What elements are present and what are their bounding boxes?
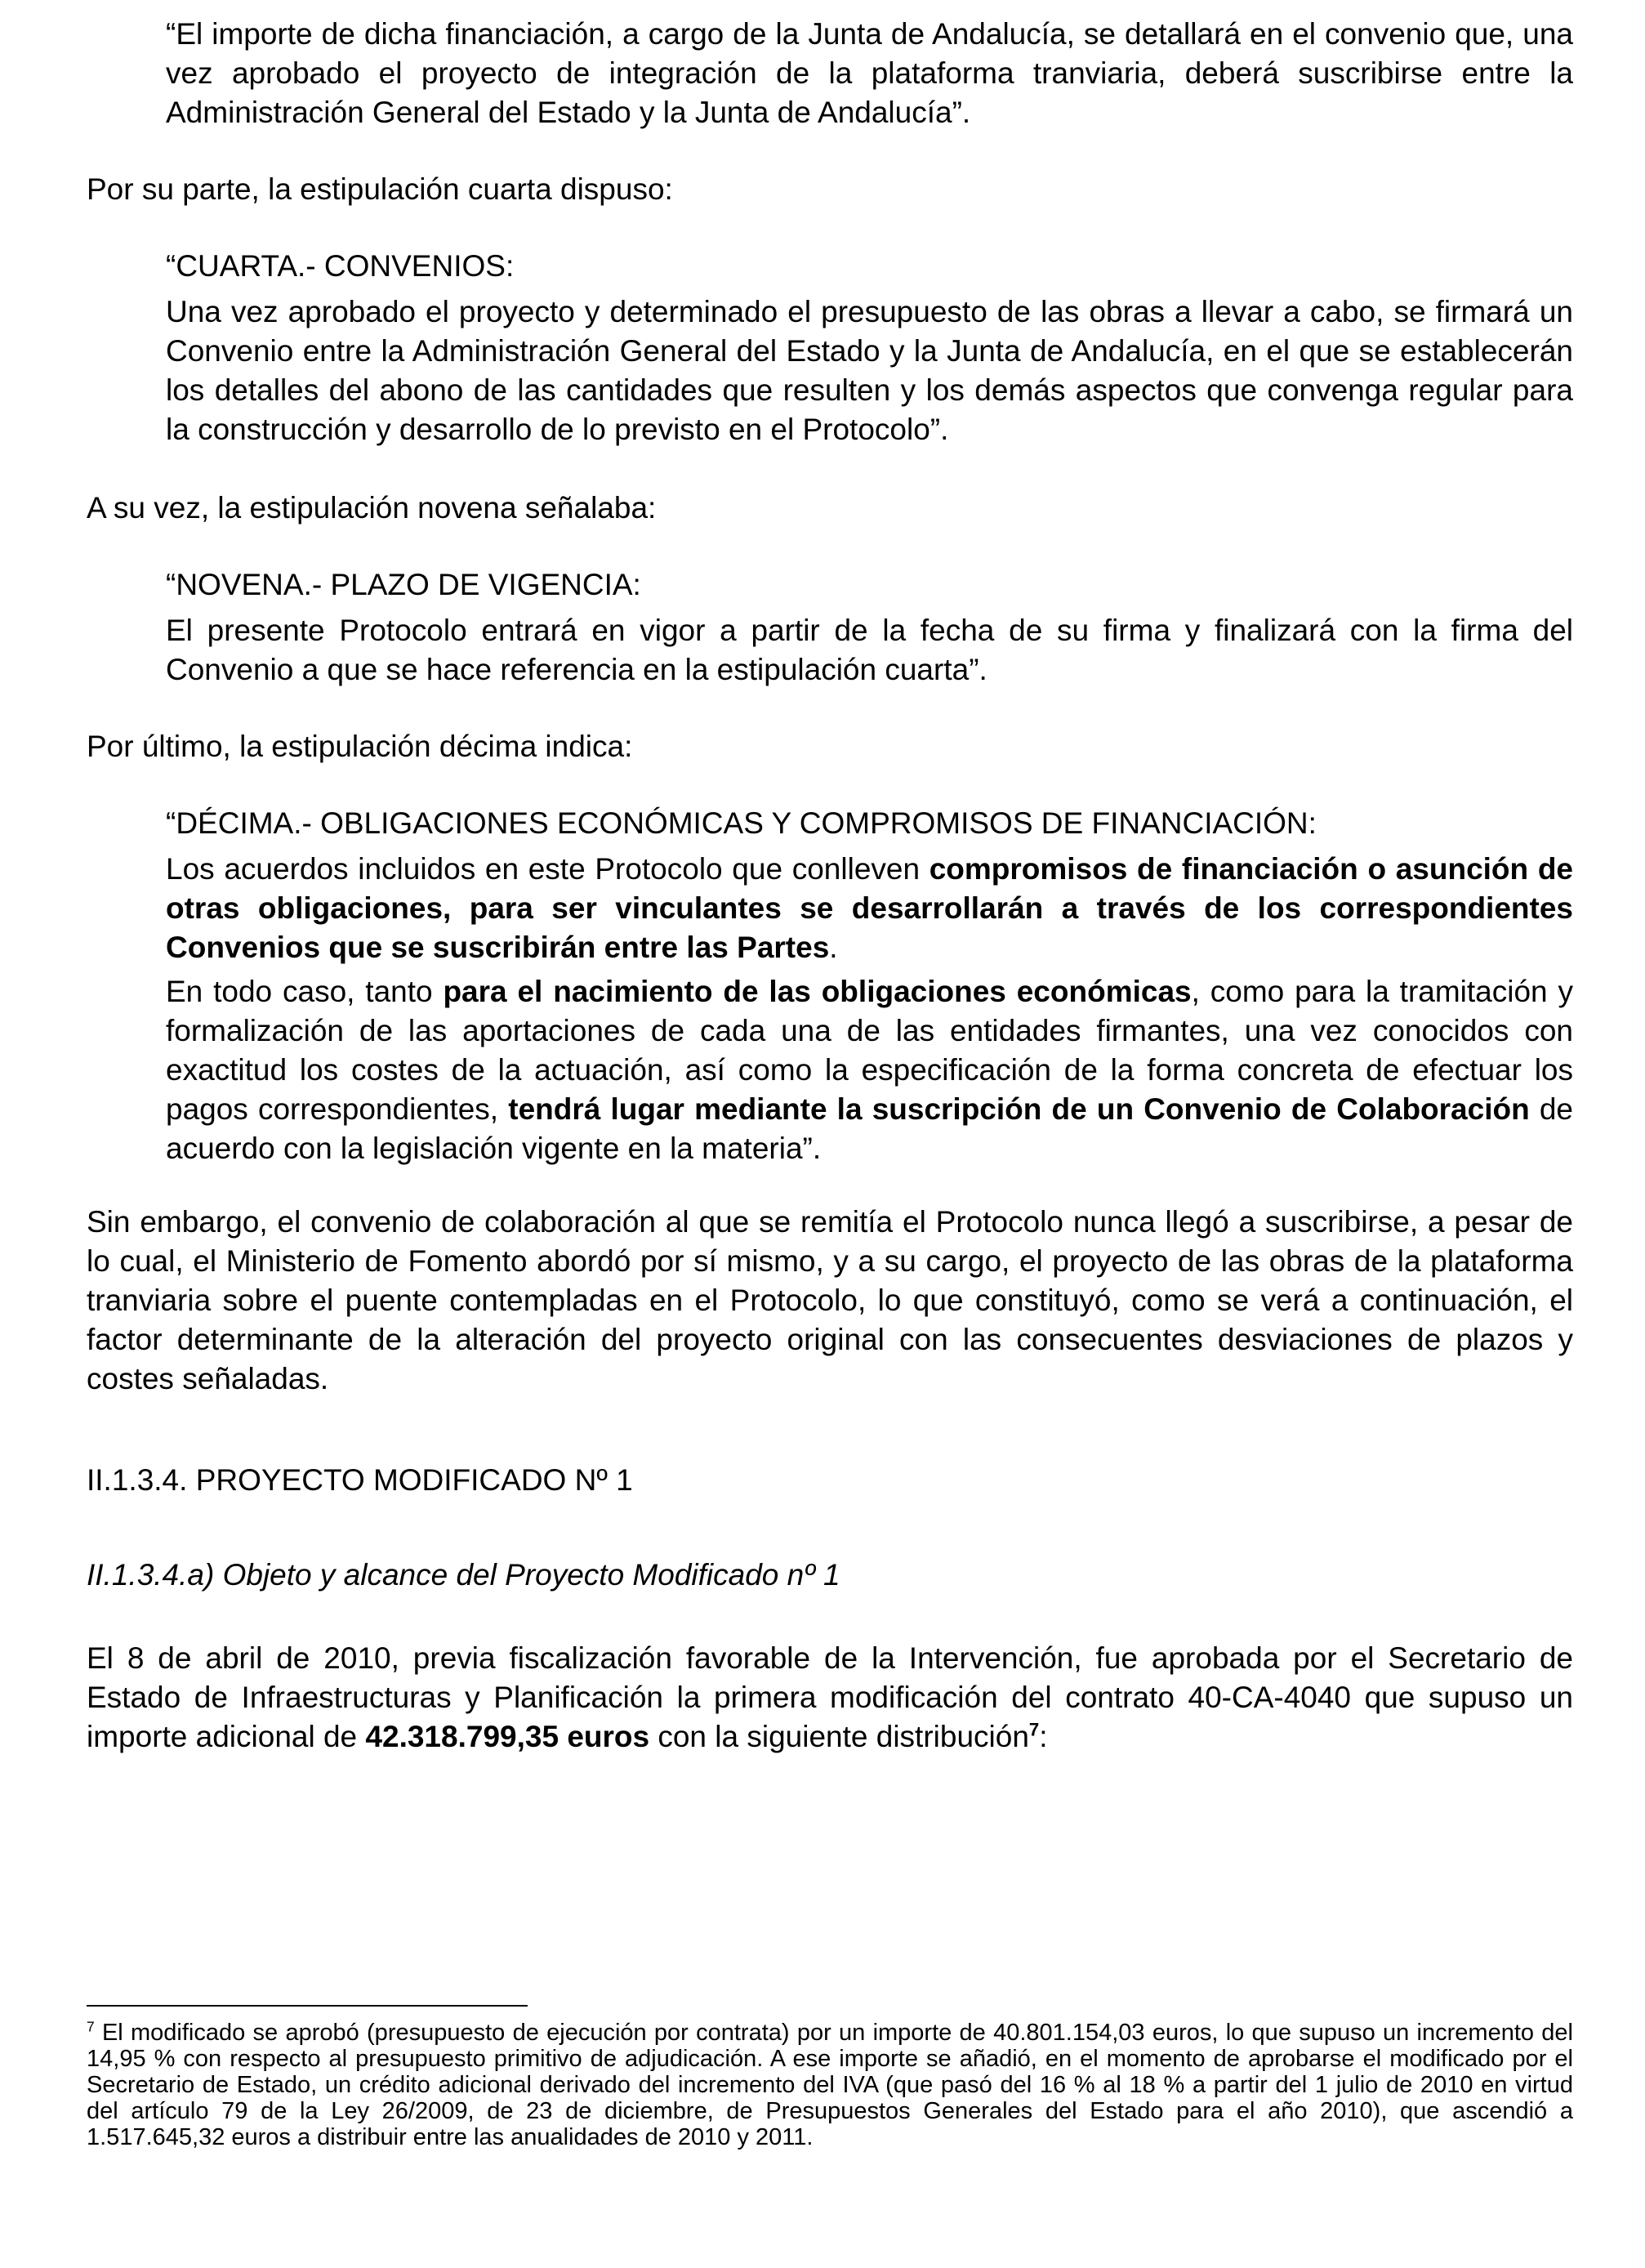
aprobacion-text-a: El 8 de abril de 2010, previa fiscalización favorable de la Intervención, fue aprobada por el Secretario de Estado de Infraestructuras y Planificación la primera modificación del contrato 40-CA-4040 que supuso un importe adicional de [87, 1641, 1573, 1753]
quote-cuarta-title: “CUARTA.- CONVENIOS: [166, 249, 515, 283]
quote-decima-body-2 [166, 972, 1573, 1168]
quote-decima-2c: , como para la tramitación y formalización de las aportaciones de cada una de las entidades firmantes, una vez conocidos con exactitud los costes de la actuación, así como la especificación de la forma concreta de efectuar los pagos correspondientes, [166, 975, 1573, 1126]
sin-embargo-paragraph: Sin embargo, el convenio de colaboración al que se remitía el Protocolo nunca llegó a suscribirse, a pesar de lo cual, el Ministerio de Fomento abordó por sí mismo, y a su cargo, el proyecto de las obras de la plataforma tranviaria sobre el puente contempladas en el Protocolo, lo que constituyó, como se verá a continuación, el factor determinante de la alteración del proyecto original con las consecuentes desviaciones de plazos y costes señaladas. [87, 1205, 1573, 1395]
quote-decima-title: “DÉCIMA.- OBLIGACIONES ECONÓMICAS Y COMPROMISOS DE FINANCIACIÓN: [166, 806, 1317, 840]
footnote-separator [87, 2005, 528, 2007]
footnote-text: El modificado se aprobó (presupuesto de ejecución por contrata) por un importe de 40.801.154,03 euros, lo que supuso un incremento del 14,95 % con respecto al presupuesto primitivo de adjudicación. A ese importe se añadió, en el momento de aprobarse el modificado por el Secretario de Estado, un crédito adicional derivado del incremento del IVA (que pasó del 16 % al 18 % a partir del 1 julio de 2010 en virtud del artículo 79 de la Ley 26/2009, de 23 de diciembre, de Presupuestos Generales del Estado para el año 2010), que ascendió a 1.517.645,32 euros a distribuir entre las anualidades de 2010 y 2011. [87, 2020, 1573, 2150]
quote-decima-2b-bold: para el nacimiento de las obligaciones económicas [443, 975, 1192, 1008]
footnote-reference[interactable]: 7 [1028, 1719, 1040, 1740]
quote-decima-2a: En todo caso, tanto [166, 975, 444, 1008]
quote-decima-2e: de acuerdo con la legislación vigente en la materia”. [166, 1092, 1573, 1165]
intro-novena-paragraph: A su vez, la estipulación novena señalaba: [87, 491, 657, 525]
quote-decima-2d-bold: tendrá lugar mediante la suscripción de un Convenio de Colaboración [508, 1092, 1530, 1126]
aprobacion-paragraph [87, 1639, 1573, 1757]
quote-financing-paragraph: “El importe de dicha financiación, a cargo de la Junta de Andalucía, se detallará en el convenio que, una vez aprobado el proyecto de integración de la plataforma tranviaria, deberá suscribirse entre la Administración General del Estado y la Junta de Andalucía”. [166, 17, 1573, 129]
quote-decima-1b-bold: compromisos de financiación o asunción de otras obligaciones, para ser vinculantes se desarrollarán a través de los correspondientes Convenios que se suscribirán entre las Partes [166, 852, 1573, 964]
subsection-heading-objeto-alcance: II.1.3.4.a) Objeto y alcance del Proyecto Modificado nº 1 [87, 1558, 840, 1592]
footnote [87, 2020, 1573, 2150]
quote-cuarta-body: Una vez aprobado el proyecto y determinado el presupuesto de las obras a llevar a cabo, se firmará un Convenio entre la Administración General del Estado y la Junta de Andalucía, en el que se establecerán los detalles del abono de las cantidades que resulten y los demás aspectos que convenga regular para la construcción y desarrollo de lo previsto en el Protocolo”. [166, 295, 1573, 446]
importe-adicional-bold: 42.318.799,35 euros [365, 1720, 650, 1753]
footnote-mark: 7 [87, 2018, 95, 2035]
intro-decima-paragraph: Por último, la estipulación décima indica: [87, 730, 633, 763]
quote-decima-body-1 [166, 850, 1573, 967]
aprobacion-text-d: : [1039, 1720, 1048, 1753]
quote-decima-1a: Los acuerdos incluidos en este Protocolo que conlleven [166, 852, 929, 886]
intro-cuarta-paragraph: Por su parte, la estipulación cuarta dispuso: [87, 172, 673, 206]
quote-novena-body: El presente Protocolo entrará en vigor a partir de la fecha de su firma y finalizará con la firma del Convenio a que se hace referencia en la estipulación cuarta”. [166, 614, 1573, 686]
quote-decima-1c: . [829, 931, 838, 964]
quote-novena-title: “NOVENA.- PLAZO DE VIGENCIA: [166, 568, 641, 601]
aprobacion-text-c: con la siguiente distribución [649, 1720, 1029, 1753]
section-heading-proyecto-modificado: II.1.3.4. PROYECTO MODIFICADO Nº 1 [87, 1463, 633, 1497]
